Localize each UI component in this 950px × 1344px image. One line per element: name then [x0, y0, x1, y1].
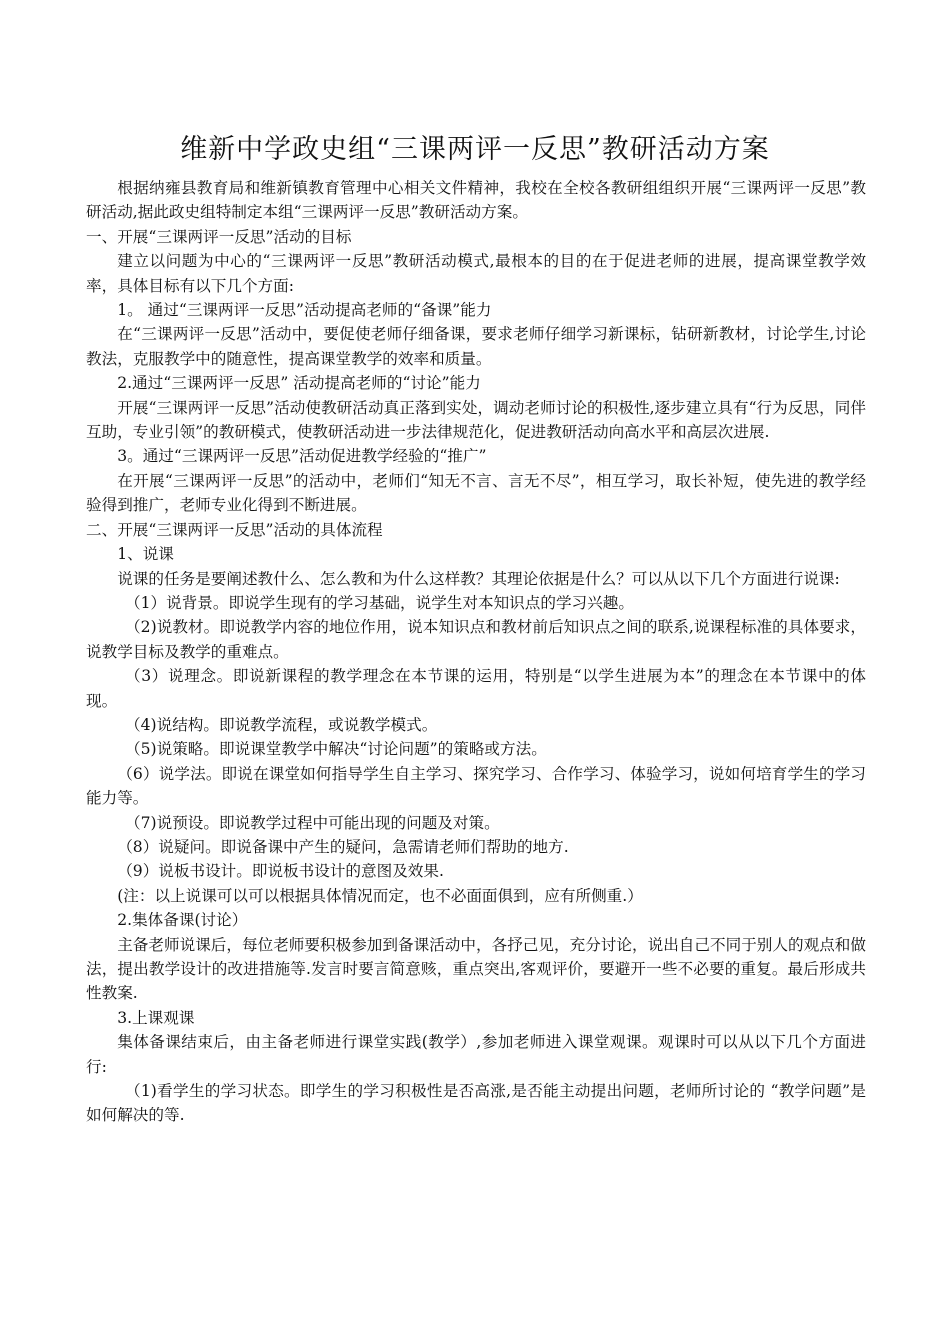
document-title: 维新中学政史组“三课两评一反思”教研活动方案 [180, 134, 770, 165]
paragraph: 3。通过“三课两评一反思”活动促进教学经验的“推广” [117, 447, 487, 466]
paragraph: 二、开展“三课两评一反思”活动的具体流程 [86, 520, 383, 539]
paragraph: 主备老师说课后，每位老师要积极参加到备课活动中，各抒己见，充分讨论，说出自己不同于别人的观点和做法，提出教学设计的改进措施等.发言时要言简意赅，重点突出,客观评价，要避开一些不必要的重复。最后形成共性教案. [86, 935, 866, 1003]
paragraph: 说课的任务是要阐述教什么、怎么教和为什么这样教？其理论依据是什么？可以从以下几个方面进行说课: [117, 569, 840, 588]
paragraph: 一、开展“三课两评一反思”活动的目标 [86, 227, 352, 246]
paragraph: （5)说策略。即说课堂教学中解决“讨论问题”的策略或方法。 [125, 740, 547, 759]
paragraph: （8）说疑问。即说备课中产生的疑问，急需请老师们帮助的地方. [117, 837, 569, 856]
paragraph: 开展“三课两评一反思”活动使教研活动真正落到实处，调动老师讨论的积极性,逐步建立具有“行为反思，同伴互助，专业引领”的教研模式，使教研活动进一步法律规范化，促进教研活动向高水平和高层次进展. [86, 398, 866, 442]
paragraph: 2.通过“三课两评一反思” 活动提高老师的“讨论”能力 [117, 374, 481, 393]
paragraph: （3）说理念。即说新课程的教学理念在本节课的运用，特别是“以学生进展为本”的理念在本节课中的体现。 [86, 667, 866, 710]
paragraph: 1、说课 [117, 545, 174, 564]
document-body [86, 176, 866, 1128]
paragraph: 根据纳雍县教育局和维新镇教育管理中心相关文件精神，我校在全校各教研组组织开展“三课两评一反思”教研活动,据此政史组特制定本组“三课两评一反思”教研活动方案。 [86, 179, 866, 222]
paragraph: （6）说学法。即说在课堂如何指导学生自主学习、探究学习、合作学习、体验学习，说如何培育学生的学习能力等。 [86, 764, 866, 808]
paragraph: （7)说预设。即说教学过程中可能出现的问题及对策。 [125, 813, 500, 832]
paragraph: （9）说板书设计。即说板书设计的意图及效果. [117, 862, 444, 881]
paragraph: (注：以上说课可以可以根据具体情况而定，也不必面面俱到，应有所侧重.） [117, 886, 643, 905]
paragraph: 在“三课两评一反思”活动中，要促使老师仔细备课，要求老师仔细学习新课标，钻研新教材，讨论学生,讨论教法，克服教学中的随意性，提高课堂教学的效率和质量。 [86, 325, 866, 368]
paragraph: （1）说背景。即说学生现有的学习基础，说学生对本知识点的学习兴趣。 [125, 593, 634, 612]
paragraph: （4)说结构。即说教学流程，或说教学模式。 [125, 715, 438, 734]
paragraph: （1)看学生的学习状态。即学生的学习积极性是否高涨,是否能主动提出问题，老师所讨论的 “教学问题”是如何解决的等. [86, 1082, 866, 1125]
paragraph: 集体备课结束后，由主备老师进行课堂实践(教学）,参加老师进入课堂观课。观课时可以从以下几个方面进行: [86, 1033, 866, 1076]
paragraph: 2.集体备课(讨论） [117, 911, 248, 930]
paragraph: 在开展“三课两评一反思”的活动中，老师们“知无不言、言无不尽”，相互学习，取长补短，使先进的教学经验得到推广，老师专业化得到不断进展。 [86, 471, 866, 515]
paragraph: （2)说教材。即说教学内容的地位作用，说本知识点和教材前后知识点之间的联系,说课程标准的具体要求，说教学目标及教学的重难点。 [86, 618, 866, 661]
paragraph: 1。 通过“三课两评一反思”活动提高老师的“备课”能力 [117, 301, 492, 320]
paragraph: 建立以问题为中心的“三课两评一反思”教研活动模式,最根本的目的在于促进老师的进展，提高课堂教学效率，具体目标有以下几个方面: [86, 252, 866, 295]
paragraph: 3.上课观课 [117, 1008, 195, 1027]
